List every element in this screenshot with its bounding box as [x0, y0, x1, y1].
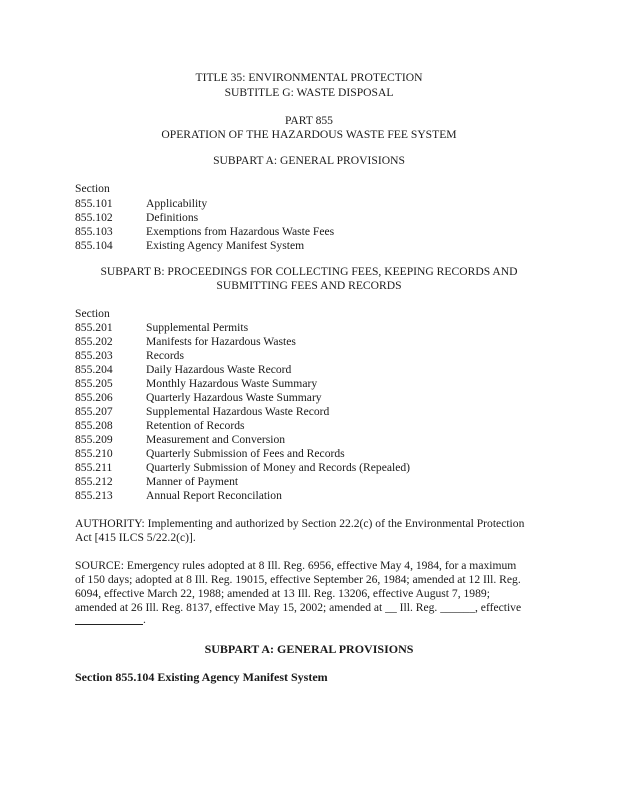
section-heading: Section 855.104 Existing Agency Manifest System [75, 670, 328, 684]
toc-item-title: Annual Report Reconcilation [146, 489, 282, 502]
title-line: TITLE 35: ENVIRONMENTAL PROTECTION [195, 71, 423, 84]
toc-item-number: 855.212 [75, 475, 113, 488]
source-line1: SOURCE: Emergency rules adopted at 8 Ill. Reg. 6956, effective May 4, 1984, for a maximum [75, 559, 517, 572]
toc-item-title: Monthly Hazardous Waste Summary [146, 377, 318, 390]
toc-item-title: Supplemental Hazardous Waste Record [146, 405, 330, 418]
source-line3: 6094, effective March 22, 1988; amended at 13 Ill. Reg. 13206, effective August 7, 1989; [75, 587, 490, 600]
toc-item-title: Retention of Records [146, 419, 245, 432]
subpart-a-heading: SUBPART A: GENERAL PROVISIONS [213, 154, 405, 167]
toc-item-title: Existing Agency Manifest System [146, 239, 305, 252]
subpart-b-heading-line1: SUBPART B: PROCEEDINGS FOR COLLECTING FEES, KEEPING RECORDS AND [100, 265, 518, 278]
toc-item-number: 855.104 [75, 239, 113, 252]
toc-item-number: 855.203 [75, 349, 113, 362]
toc-item-number: 855.101 [75, 197, 113, 210]
source-line2: of 150 days; adopted at 8 Ill. Reg. 19015, effective September 26, 1984; amended at 12 Ill. Reg. [75, 573, 521, 586]
blank-underline [75, 624, 143, 625]
toc-item-number: 855.213 [75, 489, 113, 502]
toc-item-number: 855.209 [75, 433, 113, 446]
toc-item-number: 855.201 [75, 321, 113, 334]
toc-item-title: Supplemental Permits [146, 321, 249, 334]
subtitle-line: SUBTITLE G: WASTE DISPOSAL [224, 86, 394, 99]
toc-item-number: 855.206 [75, 391, 113, 404]
toc-item-title: Measurement and Conversion [146, 433, 286, 446]
toc-item-number: 855.208 [75, 419, 113, 432]
toc-item-title: Quarterly Hazardous Waste Summary [146, 391, 322, 404]
toc-item-number: 855.211 [75, 461, 113, 474]
toc-item-title: Quarterly Submission of Fees and Records [146, 447, 345, 460]
toc-item-number: 855.207 [75, 405, 113, 418]
authority-line2: Act [415 ILCS 5/22.2(c)]. [75, 531, 196, 544]
toc-item-number: 855.102 [75, 211, 113, 224]
authority-line1: AUTHORITY: Implementing and authorized by Section 22.2(c) of the Environmental Protection [75, 517, 525, 530]
toc-item-title: Daily Hazardous Waste Record [146, 363, 292, 376]
toc-item-title: Manifests for Hazardous Wastes [146, 335, 296, 348]
toc-b-section-label: Section [75, 307, 110, 320]
toc-item-number: 855.202 [75, 335, 113, 348]
part-name: OPERATION OF THE HAZARDOUS WASTE FEE SYSTEM [161, 128, 457, 141]
subpart-b-heading-line2: SUBMITTING FEES AND RECORDS [216, 279, 402, 292]
source-line5: . [143, 613, 146, 626]
toc-item-title: Definitions [146, 211, 199, 224]
toc-item-number: 855.205 [75, 377, 113, 390]
part-number: PART 855 [285, 114, 333, 127]
source-line4: amended at 26 Ill. Reg. 8137, effective May 15, 2002; amended at __ Ill. Reg. ______, effective [75, 601, 522, 614]
toc-item-number: 855.204 [75, 363, 113, 376]
subpart-a-body-heading: SUBPART A: GENERAL PROVISIONS [204, 642, 414, 656]
toc-item-title: Exemptions from Hazardous Waste Fees [146, 225, 335, 238]
toc-item-title: Applicability [146, 197, 208, 210]
toc-a-section-label: Section [75, 182, 110, 195]
toc-item-number: 855.103 [75, 225, 113, 238]
toc-item-title: Quarterly Submission of Money and Records (Repealed) [146, 461, 411, 474]
toc-item-number: 855.210 [75, 447, 113, 460]
toc-item-title: Records [146, 349, 184, 362]
toc-item-title: Manner of Payment [146, 475, 239, 488]
